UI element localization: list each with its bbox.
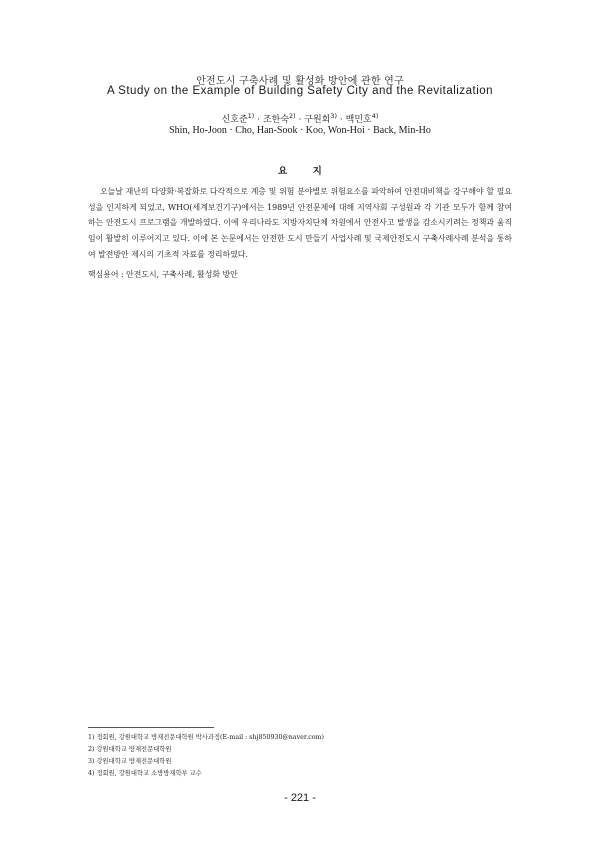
- keywords: 핵심용어 : 안전도시, 구축사례, 활성화 방안: [88, 270, 238, 279]
- footnote: 3) 강원대학교 방재전문대학원: [88, 758, 172, 766]
- author-name: 백민호: [345, 115, 372, 125]
- abstract-heading: 요 지: [278, 166, 322, 177]
- author-name: 구원회: [304, 115, 331, 125]
- affiliation-mark: 4): [371, 112, 379, 120]
- author-separator: ·: [337, 115, 346, 125]
- affiliation-mark: 3): [330, 112, 338, 120]
- affiliation-mark: 2): [289, 112, 296, 120]
- author-separator: ·: [295, 115, 305, 125]
- title-korean: 안전도시 구축사례 및 활성화 방안에 관한 연구: [196, 76, 404, 87]
- affiliation-mark: 1): [247, 112, 255, 120]
- title-english: A Study on the Example of Building Safety City and the Revitalization: [106, 85, 494, 97]
- footnote: 2) 강원대학교 방재전문대학원: [88, 746, 172, 754]
- page-number: - 221 -: [284, 792, 316, 804]
- footnote-divider: [88, 727, 214, 728]
- authors-korean: [0, 112, 600, 125]
- authors-english: Shin, Ho-Joon · Cho, Han-Sook · Koo, Won-Hoi · Back, Min-Ho: [169, 125, 431, 136]
- footnotes: [88, 732, 512, 780]
- author-separator: ·: [254, 115, 263, 125]
- author-name: 신호준: [221, 115, 248, 125]
- abstract-body: 오늘날 재난의 다양화·복잡화로 다각적으로 계층 및 위험 분야별로 위험요소를 파악하여 안전대비책을 강구해야 할 필요성을 인지하게 되었고, WHO(세계보건기구)에서는 1989년 안전문제에 대해 지역사회 구성원과 각 기관 모두가 함께 참여하는 안전도시 프로그램을 개발하였다. 이에 우리나라도 지방자치단체 차원에서 안전사고 발생을 감소시키려는 정책과 움직임이 활발히 이루어지고 있다. 이에 본 논문에서는 안전한 도시 만들기 사업사례 및 국제안전도시 구축사례사례 분석을 통하여 발전방안 제시의 기초적 자료를 정리하였다.: [88, 187, 512, 259]
- footnote: 4) 정회원, 강원대학교 소방방재학부 교수: [88, 770, 202, 778]
- footnote: 1) 정회원, 강원대학교 방재전문대학원 박사과정(E-mail : shj850930@naver.com): [88, 734, 324, 741]
- author-name: 조한숙: [262, 115, 290, 125]
